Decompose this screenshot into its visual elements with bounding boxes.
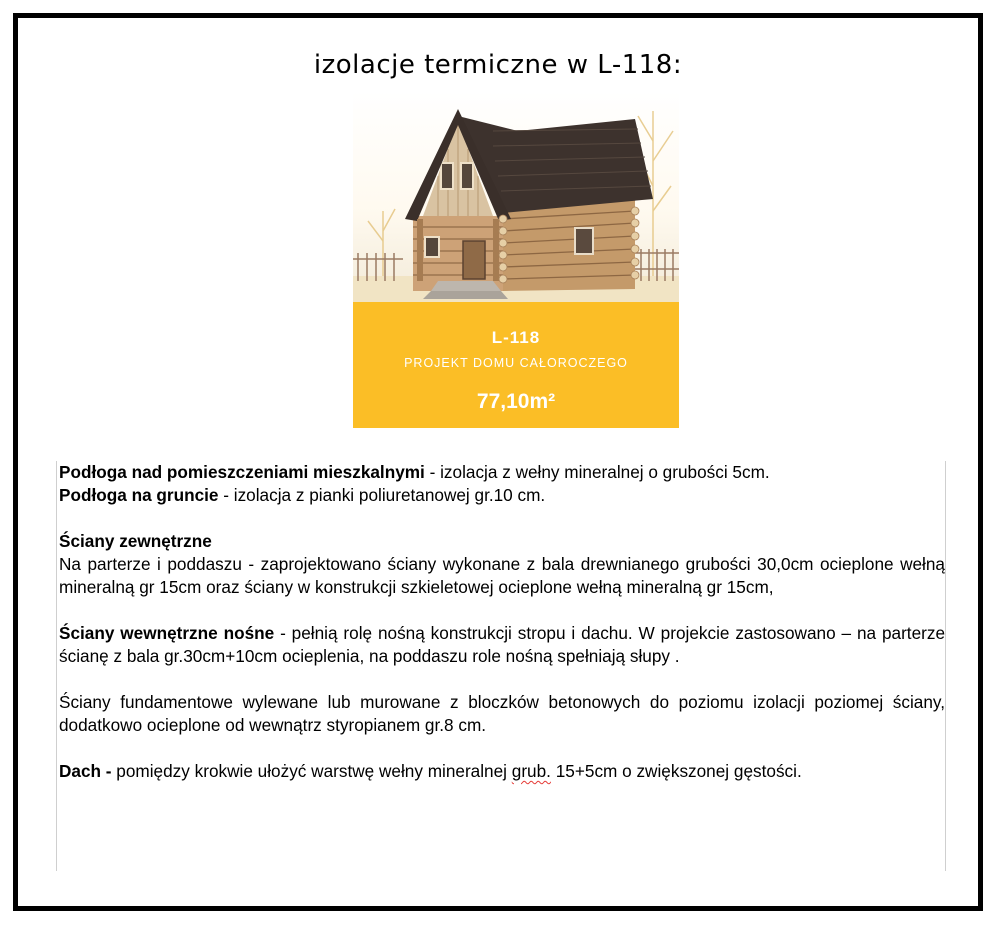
text-external-walls: Na parterze i poddaszu - zaprojektowano ściany wykonane z bala drewnianego grubości 30,0cm ocieplone wełną mineralną gr 15cm oraz ściany w konstrukcji szkieletowej ocieplone wełną mineralną gr 15cm, [59,554,945,597]
page-title: izolacje termiczne w L-118: [313,50,683,80]
project-subtitle: PROJEKT DOMU CAŁOROCZEGO [404,356,628,370]
page-frame [13,13,983,911]
label-floor-on-ground: Podłoga na gruncie [59,485,219,505]
project-area: 77,10m² [476,390,556,413]
paragraph-roof [59,760,945,783]
text-roof-after: 15+5cm o zwiększonej gęstości. [550,761,802,781]
text-roof-before: pomiędzy krokwie ułożyć warstwę wełny mineralnej [111,761,512,781]
house-image [353,91,679,302]
text-floor-on-ground: - izolacja z pianki poliuretanowej gr.10 cm. [218,485,546,505]
label-roof: Dach - [59,761,112,781]
label-internal-walls: Ściany wewnętrzne nośne [59,623,275,643]
log-house-illustration [353,91,679,302]
paragraph-floor-over-rooms [59,461,945,484]
paragraph-floor-on-ground [59,484,945,507]
insulation-text-box [56,461,946,871]
project-card [353,91,679,428]
paragraph-internal-walls [59,622,945,668]
label-external-walls: Ściany zewnętrzne [59,531,212,551]
project-code: L-118 [491,328,541,347]
paragraph-foundation-walls: Ściany fundamentowe wylewane lub murowane z bloczków betonowych do poziomu izolacji poziomej ściany, dodatkowo ocieplone od wewnątrz styropianem gr.8 cm. [59,692,945,735]
project-banner [353,302,679,428]
text-floor-over-rooms: - izolacja z wełny mineralnej o grubości 5cm. [424,462,770,482]
label-floor-over-rooms: Podłoga nad pomieszczeniami mieszkalnymi [59,462,425,482]
heading-external-walls [59,530,945,553]
spellcheck-flagged-word: grub. [511,761,551,781]
text-internal-walls: - pełnią rolę nośną konstrukcji stropu i dachu. W projekcie zastosowano – na parterze ścianę z bala gr.30cm+10cm ocieplenia, na poddaszu role nośną spełniają słupy . [59,623,945,666]
